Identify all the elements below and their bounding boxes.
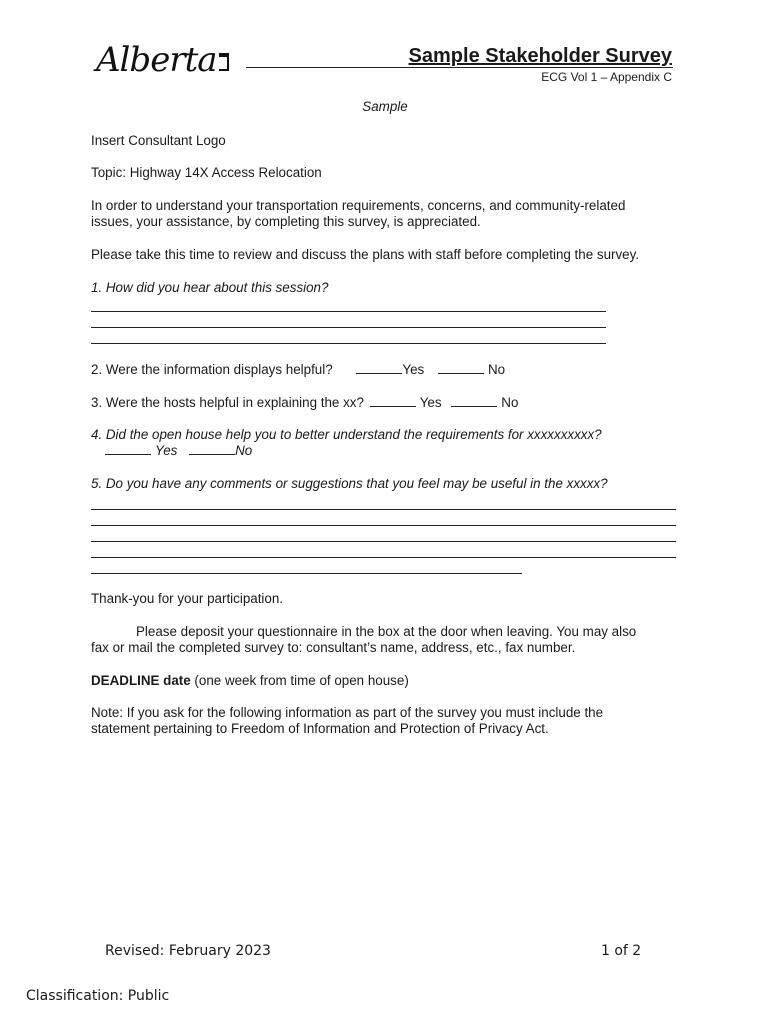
page-number: 1 of 2 [601, 943, 642, 959]
question-1: 1. How did you hear about this session? [91, 280, 329, 295]
document-subtitle: ECG Vol 1 – Appendix C [541, 70, 672, 84]
q3-no-blank[interactable] [451, 395, 497, 407]
question-3: 3. Were the hosts helpful in explaining the xx? Yes No [91, 395, 519, 410]
deposit-line-1: Please deposit your questionnaire in the box at the door when leaving. You may also [136, 624, 637, 639]
document-title: Sample Stakeholder Survey [408, 45, 672, 67]
note-line-1: Note: If you ask for the following information as part of the survey you must include the [91, 705, 604, 720]
deposit-line-2: fax or mail the completed survey to: consultant’s name, address, etc., fax number. [91, 640, 576, 655]
question-4: 4. Did the open house help you to better understand the requirements for xxxxxxxxxx? [91, 427, 602, 442]
answer-line[interactable] [91, 525, 676, 526]
q2-no-blank[interactable] [438, 362, 484, 374]
answer-line[interactable] [91, 343, 606, 344]
q3-yes-blank[interactable] [370, 395, 416, 407]
q4-no-blank[interactable] [189, 443, 235, 455]
question-5: 5. Do you have any comments or suggestions that you feel may be useful in the xxxxx? [91, 476, 608, 491]
answer-line[interactable] [91, 311, 606, 312]
intro-line-2: issues, your assistance, by completing this survey, is appreciated. [91, 214, 481, 229]
classification-label: Classification: Public [26, 988, 170, 1004]
answer-line[interactable] [91, 541, 676, 542]
q2-yes-blank[interactable] [356, 362, 402, 374]
deadline-line: DEADLINE date (one week from time of open house) [91, 673, 409, 688]
consultant-logo-placeholder: Insert Consultant Logo [91, 133, 226, 148]
q4-yes-blank[interactable] [105, 443, 151, 455]
question-4-options: Yes No [105, 443, 252, 460]
revised-date: Revised: February 2023 [105, 943, 271, 959]
question-2: 2. Were the information displays helpful? Yes No [91, 362, 506, 377]
answer-line[interactable] [91, 573, 522, 574]
note-line-2: statement pertaining to Freedom of Information and Protection of Privacy Act. [91, 721, 549, 736]
sample-label: Sample [362, 99, 408, 114]
answer-line[interactable] [91, 509, 676, 510]
answer-line[interactable] [91, 327, 606, 328]
topic-line: Topic: Highway 14X Access Relocation [91, 165, 322, 180]
answer-line[interactable] [91, 557, 676, 558]
alberta-logo: Alberta [96, 40, 229, 80]
review-instruction: Please take this time to review and discuss the plans with staff before completing the survey. [91, 247, 640, 262]
alberta-logo-mark-icon [219, 53, 229, 71]
thank-you-text: Thank-you for your participation. [91, 591, 284, 606]
intro-line-1: In order to understand your transportation requirements, concerns, and community-related [91, 198, 626, 213]
